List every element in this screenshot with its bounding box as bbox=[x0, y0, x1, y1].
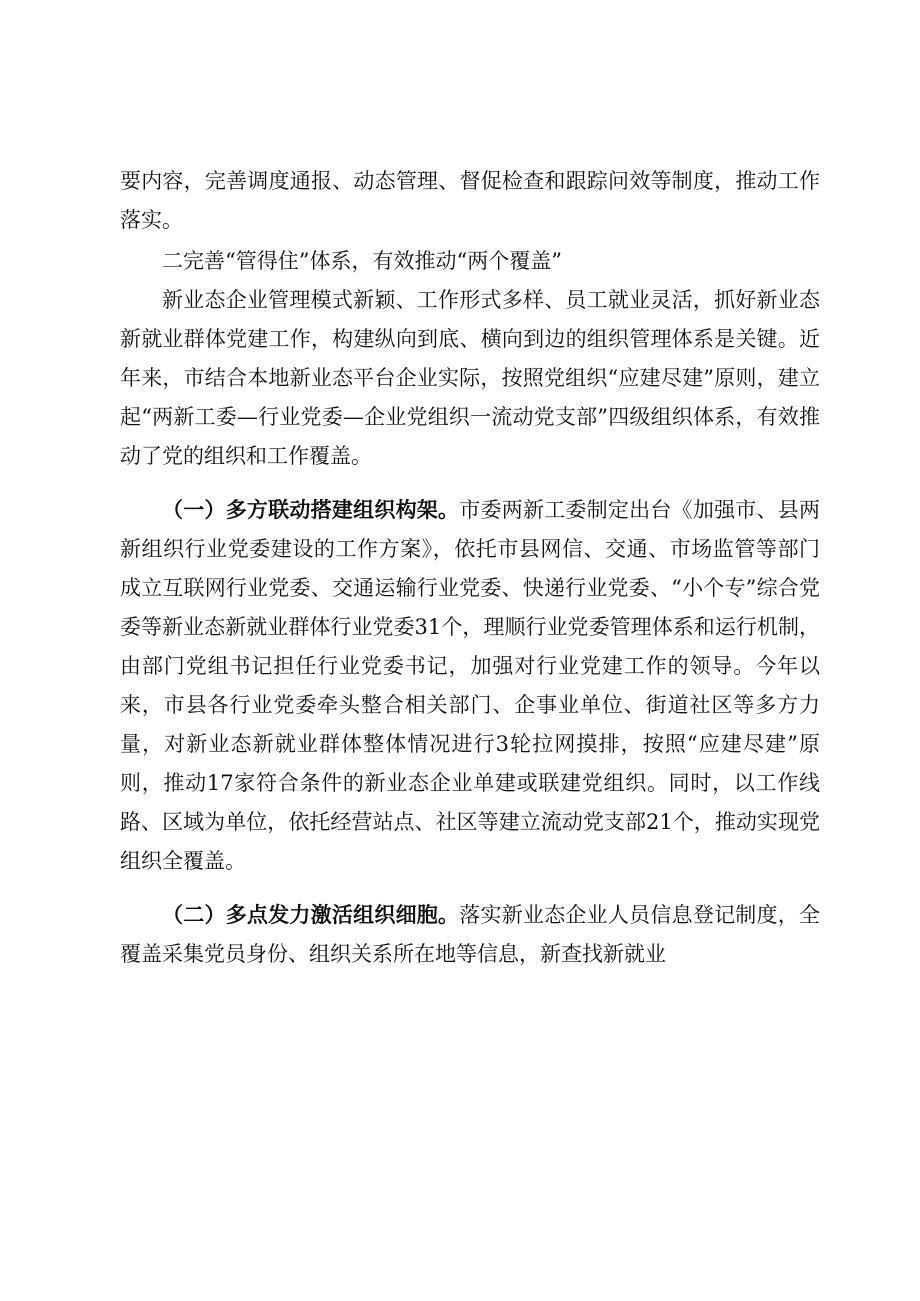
paragraph-subsection-2 bbox=[120, 895, 820, 974]
paragraph-text: 落实新业态企业人员信息登记制度，全覆盖采集党员身份、组织关系所在地等信息，新查找新就业 bbox=[120, 903, 820, 966]
section-heading-text: 二完善“管得住”体系，有效推动“两个覆盖” bbox=[162, 249, 562, 273]
document-body bbox=[120, 162, 820, 974]
section-heading bbox=[120, 242, 820, 281]
subsection-title: （一）多方联动搭建组织构架。 bbox=[162, 497, 460, 522]
paragraph-subsection-1 bbox=[120, 490, 820, 881]
paragraph-text: 新业态企业管理模式新颖、工作形式多样、员工就业灵活，抓好新业态新就业群体党建工作，构建纵向到底、横向到边的组织管理体系是关键。近年来，市结合本地新业态平台企业实际，按照党组织“应建尽建”原则，建立起“两新工委—行业党委—企业党组织一流动党支部”四级组织体系，有效推动了党的组织和工作覆盖。 bbox=[120, 288, 820, 468]
subsection-title: （二）多点发力激活组织细胞。 bbox=[162, 902, 460, 927]
paragraph-continuation bbox=[120, 162, 820, 240]
paragraph-text: 市委两新工委制定出台《加强市、县两新组织行业党委建设的工作方案》，依托市县网信、交通、市场监管等部门成立互联网行业党委、交通运输行业党委、快递行业党委、“小个专”综合党委等新业态新就业群体行业党委31个，理顺行业党委管理体系和运行机制，由部门党组书记担任行业党委书记，加强对行业党建工作的领导。今年以来，市县各行业党委牵头整合相关部门、企事业单位、街道社区等多方力量，对新业态新就业群体整体情况进行3轮拉网摸排，按照“应建尽建”原则，推动17家符合条件的新业态企业单建或联建党组织。同时，以工作线路、区域为单位，依托经营站点、社区等建立流动党支部21个，推动实现党组织全覆盖。 bbox=[120, 498, 820, 873]
paragraph-text: 要内容，完善调度通报、动态管理、督促检查和跟踪问效等制度，推动工作落实。 bbox=[120, 169, 820, 232]
paragraph-intro bbox=[120, 281, 820, 476]
